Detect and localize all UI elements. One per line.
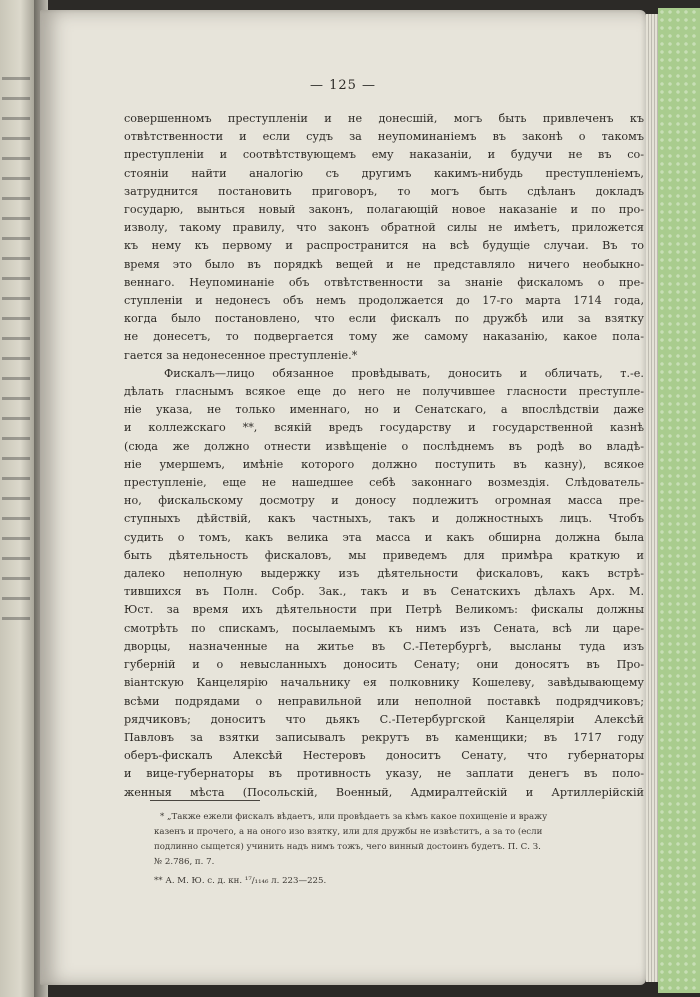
text-line: когда было постановлено, что если фискалъ по дружбѣ или за взятку <box>124 312 644 326</box>
text-line: изволу, такому правилу, что законъ обратной силы не имѣетъ, приложется <box>124 221 644 235</box>
text-line: Фискалъ—лицо обязанное провѣдывать, доносить и обличать, т.-е. <box>164 366 644 380</box>
text-line: время это было въ порядкѣ вещей и не представляло ничего необыкно- <box>124 257 644 271</box>
footnotes <box>154 810 640 889</box>
text-line: оберъ-фискалъ Алексѣй Нестеровъ доноситъ Сенату, что губернаторы <box>124 749 644 763</box>
left-page-edge <box>0 0 34 997</box>
text-line: совершенномъ преступленіи и не донесшій, могъ быть привлеченъ къ <box>124 112 644 125</box>
page-stack-edge <box>646 14 658 982</box>
text-line: и вице-губернаторы въ противность указу, не заплати денегъ въ поло- <box>124 767 644 781</box>
text-line: государю, вынться новый законъ, полагающій новое наказаніе и по про- <box>124 203 644 217</box>
text-line: ніе указа, не только именнаго, но и Сенатскаго, а впослѣдствіи даже <box>124 403 644 417</box>
text-line: ступныхъ дѣйствій, какъ частныхъ, такъ и должностныхъ лицъ. Чтобъ <box>124 512 644 526</box>
text-line: къ нему къ первому и распространится на всѣ будущіе случаи. Въ то <box>124 239 644 253</box>
text-line: не донесетъ, то подвергается тому же самому наказанію, какое пола- <box>124 330 644 344</box>
text-line: затруднится постановить приговоръ, то могъ быть сдѣланъ докладъ <box>124 184 644 198</box>
text-line: всѣми подрядами о неправильной или неполной поставкѣ подрядчиковъ; <box>124 694 644 708</box>
footnote-line: № 2.786, п. 7. <box>154 857 215 867</box>
text-line: тившихся въ Полн. Собр. Зак., такъ и въ Сенатскихъ дѣлахъ Арх. М. <box>124 585 644 599</box>
text-line: далеко неполную выдержку изъ дѣятельности фискаловъ, какъ встрѣ- <box>124 567 644 581</box>
text-line: віантскую Канцелярію начальнику ея полковнику Кошелеву, завѣдывающему <box>124 676 644 690</box>
text-line: Юст. за время ихъ дѣятельности при Петрѣ Великомъ: фискалы должны <box>124 603 644 617</box>
text-line: губерній и о невысланныхъ доносить Сенату; они доносятъ въ Про- <box>124 658 644 672</box>
text-line: рядчиковъ; доноситъ что дьякъ С.-Петербургской Канцеляріи Алексѣй <box>124 712 644 726</box>
text-line: (сюда же должно отнести извѣщеніе о послѣднемъ въ родѣ во владѣ- <box>124 439 644 453</box>
footnote-line: ** А. М. Ю. с. д. кн. ¹⁷/₁₁₄₆ л. 223—225. <box>154 876 327 886</box>
left-page-text-edge <box>2 60 30 620</box>
footnote-rule <box>150 800 260 801</box>
text-line: ніе умершемъ, имѣніе которого должно поступить въ казну), всякое <box>124 457 644 471</box>
book-cover <box>658 8 700 993</box>
text-line: но, фискальскому досмотру и доносу подлежитъ огромная масса пре- <box>124 494 644 508</box>
footnote-line: подлинно сыщется) учинить надъ нимъ тожъ, чего винный достоинъ будетъ. П. С. З. <box>154 842 541 852</box>
footnote-line: казенъ и прочего, а на оного изо взятку, или для дружбы не извѣститъ, а за то (если <box>154 827 543 837</box>
footnote-line: * „Также ежели фискалъ вѣдаетъ, или провѣдаетъ за кѣмъ какое похищеніе и вражу <box>160 812 548 822</box>
text-line: веннаго. Неупоминаніе объ отвѣтственности за знаніе фискаломъ о пре- <box>124 275 644 289</box>
text-line: судить о томъ, какъ велика эта масса и какъ обширна должна была <box>124 530 644 544</box>
book-page <box>40 10 646 985</box>
text-line: преступленіе, еще не нашедшее себѣ законнаго возмездія. Слѣдователь- <box>124 476 644 490</box>
text-line: дворцы, назначенные на житье въ С.-Петербургѣ, высланы туда изъ <box>124 639 644 653</box>
text-line: Павловъ за взятки записывалъ рекрутъ въ каменщики; въ 1717 году <box>124 730 644 744</box>
text-line: преступленіи и соотвѣтствующемъ ему наказаніи, и будучи не въ со- <box>124 148 644 162</box>
text-line: гается за недонесенное преступленіе.* <box>124 348 358 362</box>
text-line: дѣлать гласнымъ всякое еще до него не получившее гласности преступле- <box>124 385 644 399</box>
text-line: женныя мѣста (Посольскій, Военный, Адмиралтейскій и Артиллерійскій <box>124 785 644 799</box>
page-body <box>124 110 644 802</box>
text-line: стояніи найти аналогію съ другимъ какимъ-нибудь преступленіемъ, <box>124 166 644 180</box>
text-line: отвѣтственности и если судъ за неупоминаніемъ въ законѣ о такомъ <box>124 130 644 144</box>
page-number: — 125 — <box>309 78 377 93</box>
text-line: быть дѣятельность фискаловъ, мы приведемъ для примѣра краткую и <box>124 548 644 562</box>
text-line: смотрѣть по спискамъ, посылаемымъ къ нимъ изъ Сената, всѣ ли царе- <box>124 621 644 635</box>
text-line: ступленіи и недонесъ объ немъ продолжается до 17-го марта 1714 года, <box>124 294 644 308</box>
text-line: и коллежскаго **, всякій вредъ государству и государственной казнѣ <box>124 421 644 435</box>
